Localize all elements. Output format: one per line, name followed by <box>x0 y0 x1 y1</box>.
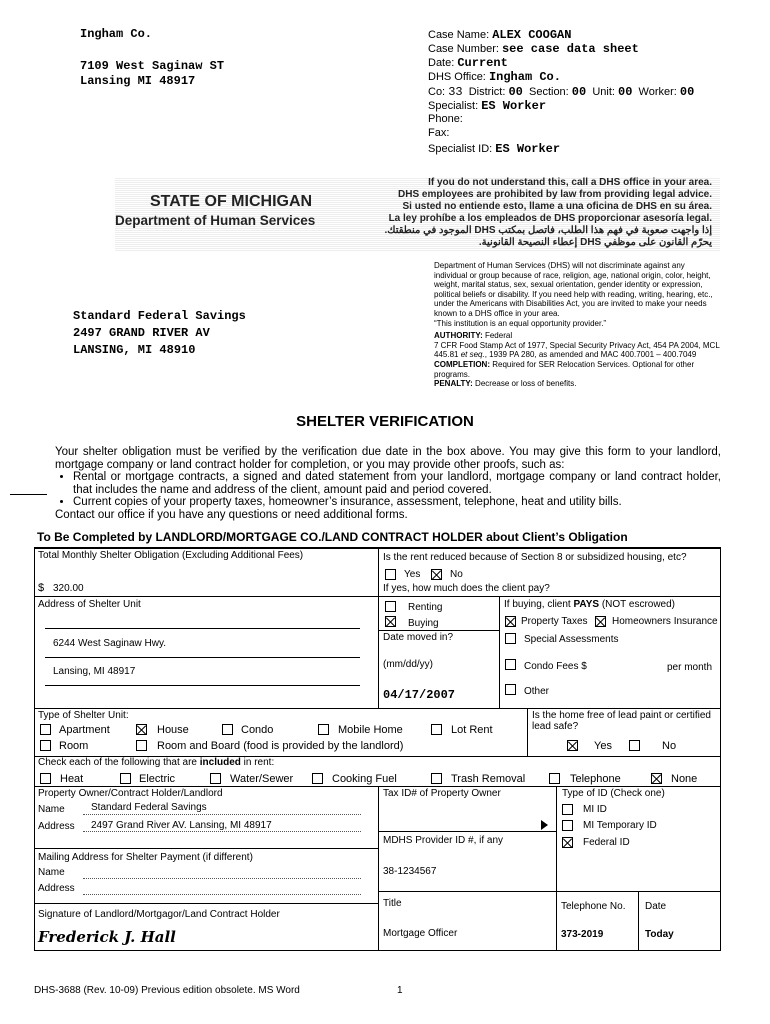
included-a: Check each of the following that are <box>38 757 200 768</box>
telephone-label: Telephone <box>570 773 621 785</box>
mailing-address-field-label: Address <box>38 883 75 894</box>
rent-reduced-yes-label: Yes <box>404 569 421 580</box>
mailing-address-line <box>83 894 361 895</box>
rent-reduced-yes-checkbox[interactable] <box>385 569 396 580</box>
arrow-pointer-icon <box>541 820 548 830</box>
banner-line-1: If you do not understand this, call a DHS office in your area. <box>428 177 712 188</box>
col-divider-2 <box>378 786 379 951</box>
banner-line-2: DHS employees are prohibited by law from providing legal advice. <box>398 189 712 200</box>
section-label: Section: <box>528 86 569 98</box>
title-value[interactable]: Mortgage Officer <box>383 928 458 939</box>
mobile-home-label: Mobile Home <box>338 724 403 736</box>
lead-yes-label: Yes <box>594 740 612 752</box>
authority-text-a: 7 CFR Food Stamp Act of 1977, Special Security Privacy Act, 454 PA 2004, MCL 445.81 <box>434 340 720 360</box>
instructions-paragraph: Your shelter obligation must be verified by the verification due date in the box above. You may give this form to your landlord, mortgage company or land contract holder for completion, or you may provide other proofs, such as: <box>55 446 721 471</box>
shelter-address-label: Address of Shelter Unit <box>38 599 141 610</box>
footer-page-number: 1 <box>397 985 403 996</box>
owner-address-label: Address <box>38 821 75 832</box>
trash-removal-checkbox[interactable] <box>431 773 442 784</box>
renting-label: Renting <box>408 602 443 613</box>
banner-line-3: Si usted no entiende esto, llame a una oficina de DHS en su área. <box>402 201 712 212</box>
banner-department: Department of Human Services <box>115 213 316 228</box>
property-taxes-label: Property Taxes <box>521 616 588 627</box>
legal-notice <box>434 261 720 389</box>
per-month-label: per month <box>667 662 713 673</box>
col-divider-3 <box>556 786 557 951</box>
owner-name-label: Name <box>38 804 65 815</box>
homeowners-insurance-label: Homeowners Insurance <box>612 616 718 627</box>
instructions <box>55 446 721 521</box>
equal-opportunity-text: “This institution is an equal opportunity provider.” <box>434 318 607 328</box>
mi-temporary-id-label: MI Temporary ID <box>583 820 657 831</box>
lead-no-checkbox[interactable] <box>629 740 640 751</box>
owner-name-line <box>83 814 361 815</box>
case-number-value: see case data sheet <box>501 42 639 56</box>
dhs-office-value: Ingham Co. <box>488 70 561 84</box>
room-checkbox[interactable] <box>40 740 51 751</box>
included-b: included <box>199 757 241 768</box>
banner-line-5: إذا واجهت صعوبة في فهم هذا الطلب، فاتصل بمكتب DHS الموجود في منطقتك. <box>384 225 712 236</box>
penalty-row <box>434 379 720 389</box>
case-date-value: Current <box>457 56 508 70</box>
row-divider-moved <box>378 630 499 631</box>
id-type-label: Type of ID (Check one) <box>562 788 665 799</box>
specialist-label: Specialist: <box>428 100 479 112</box>
lot-rent-label: Lot Rent <box>451 724 493 736</box>
buying-label: Buying <box>408 618 439 629</box>
rent-reduced-question: Is the rent reduced because of Section 8 or subsidized housing, etc? <box>383 552 687 563</box>
penalty-label: PENALTY: <box>434 379 473 389</box>
case-name-row <box>428 28 571 42</box>
buying-pays-label <box>504 599 675 610</box>
col-divider-pays <box>499 596 500 708</box>
dhs-banner <box>115 177 720 251</box>
footer-form-id: DHS-3688 (Rev. 10-09) Previous edition obsolete. MS Word <box>34 985 300 996</box>
landlord-street: 2497 GRAND RIVER AV <box>73 326 210 340</box>
specialist-value: ES Worker <box>481 99 547 113</box>
authority-text-em: et seq. <box>460 350 485 360</box>
lead-question: Is the home free of lead paint or certified lead safe? <box>532 710 711 732</box>
monthly-obligation-label: Total Monthly Shelter Obligation (Excluding Additional Fees) <box>38 550 304 561</box>
room-board-checkbox[interactable] <box>136 740 147 751</box>
owner-address-value[interactable]: 2497 Grand River AV. Lansing, MI 48917 <box>91 820 272 831</box>
case-name-value: ALEX COOGAN <box>492 28 572 42</box>
telephone-checkbox[interactable] <box>549 773 560 784</box>
authority-label: AUTHORITY: <box>434 331 483 341</box>
trash-removal-label: Trash Removal <box>451 773 526 785</box>
special-assessments-label: Special Assessments <box>524 634 619 645</box>
room-label: Room <box>59 740 89 752</box>
col-divider-date <box>638 891 639 951</box>
signature-label: Signature of Landlord/Mortgagor/Land Contract Holder <box>38 909 280 920</box>
client-pay-question: If yes, how much does the client pay? <box>383 583 550 594</box>
mdhs-provider-value[interactable]: 38-1234567 <box>383 866 437 877</box>
lot-rent-checkbox[interactable] <box>431 724 442 735</box>
shelter-address-city[interactable]: Lansing, MI 48917 <box>53 666 136 677</box>
case-date-row <box>428 56 508 70</box>
renting-checkbox[interactable] <box>385 601 396 612</box>
address-line-1 <box>45 628 360 629</box>
row-divider-title <box>378 891 721 892</box>
federal-id-checkbox[interactable] <box>562 837 573 848</box>
row-divider-monthly <box>34 596 378 597</box>
room-board-label: Room and Board (food is provided by the landlord) <box>157 740 404 752</box>
authority-row <box>434 331 720 341</box>
form-left-border <box>34 547 35 951</box>
authority-text-b: , 1939 PA 280, as amended and MAC 400.7001 – 400.7049 <box>484 350 697 360</box>
homeowners-insurance-checkbox[interactable] <box>595 616 606 627</box>
office-codes-row <box>428 85 694 99</box>
none-checkbox[interactable] <box>651 773 662 784</box>
date-moved-value[interactable]: 04/17/2007 <box>383 688 456 702</box>
specialist-row <box>428 99 546 113</box>
authority-value: Federal <box>484 331 513 341</box>
monthly-obligation-value[interactable]: 320.00 <box>53 583 84 594</box>
instructions-bullet-2: • Current copies of your property taxes, homeowner’s insurance, assessment, telephone, heat and utility bills. <box>73 496 721 509</box>
co-label: Co: <box>428 86 446 98</box>
co-value: 33 <box>448 85 463 99</box>
specialist-id-label: Specialist ID: <box>428 143 493 155</box>
case-number-row <box>428 42 639 56</box>
dhs-office-label: DHS Office: <box>428 71 486 83</box>
mdhs-provider-label: MDHS Provider ID #, if any <box>383 835 504 846</box>
rent-reduced-no-checkbox[interactable] <box>431 569 442 580</box>
date-format-hint: (mm/dd/yy) <box>383 659 433 670</box>
case-number-label: Case Number: <box>428 43 499 55</box>
property-taxes-checkbox[interactable] <box>505 616 516 627</box>
client-city: Lansing MI 48917 <box>80 74 196 88</box>
lead-yes-checkbox[interactable] <box>567 740 578 751</box>
section-value: 00 <box>571 85 587 99</box>
buying-pays-c: (NOT escrowed) <box>599 599 676 610</box>
shelter-address-street[interactable]: 6244 West Saginaw Hwy. <box>53 638 167 649</box>
completion-label: COMPLETION: <box>434 359 490 369</box>
district-label: District: <box>468 86 506 98</box>
other-checkbox[interactable] <box>505 684 516 695</box>
none-label: None <box>671 773 698 785</box>
telephone-no-value[interactable]: 373-2019 <box>561 929 604 940</box>
heat-checkbox[interactable] <box>40 773 51 784</box>
row-divider-mailing <box>34 848 378 849</box>
instructions-contact: Contact our office if you have any questions or need additional forms. <box>55 508 408 521</box>
col-divider-1 <box>378 547 379 708</box>
mi-id-label: MI ID <box>583 804 607 815</box>
instructions-bullet-1: • Rental or mortgage contracts, a signed and dated statement from your landlord, mortgage company or land contract holder, that includes the name and address of the client, amount paid and period covered. <box>73 471 721 496</box>
owner-name-value[interactable]: Standard Federal Savings <box>91 802 207 813</box>
nondiscrimination-text: Department of Human Services (DHS) will not discriminate against any individual or group because of race, religion, age, national origin, color, height, weight, marital status, sex, sexual orientation, gender identity or expression, political beliefs or disability. If you need help with reading, writing, hearing, etc., under the Americans with Disabilities Act, you are invited to make your needs known to a DHS office in your area. <box>434 261 713 318</box>
owner-label: Property Owner/Contract Holder/Landlord <box>38 788 223 799</box>
mailing-name-line <box>83 878 361 879</box>
section-heading: To Be Completed by LANDLORD/MORTGAGE CO./LAND CONTRACT HOLDER about Client’s Obligation <box>37 530 628 544</box>
banner-state-title: STATE OF MICHIGAN <box>150 193 313 210</box>
row-divider-type <box>34 708 721 709</box>
condo-fees-label: Condo Fees $ <box>524 661 587 672</box>
client-street: 7109 West Saginaw ST <box>80 59 225 73</box>
date-value[interactable]: Today <box>645 929 674 940</box>
specialist-id-value: ES Worker <box>495 142 561 156</box>
row-divider-signature <box>34 903 378 904</box>
penalty-text: Decrease or loss of benefits. <box>475 379 577 389</box>
authority-text <box>434 341 720 360</box>
apartment-label: Apartment <box>59 724 110 736</box>
banner-line-6: يحرّم القانون على موظفي DHS إعطاء النصيحة القانونية. <box>478 237 712 248</box>
buying-checkbox[interactable] <box>385 616 396 627</box>
apartment-checkbox[interactable] <box>40 724 51 735</box>
address-line-3 <box>45 685 360 686</box>
lead-no-label: No <box>662 740 677 752</box>
worker-value: 00 <box>679 85 695 99</box>
cooking-fuel-checkbox[interactable] <box>312 773 323 784</box>
electric-checkbox[interactable] <box>120 773 131 784</box>
tax-id-label: Tax ID# of Property Owner <box>383 788 501 799</box>
unit-value: 00 <box>618 85 633 99</box>
condo-fees-checkbox[interactable] <box>505 659 516 670</box>
row-divider-mdhs <box>378 831 556 832</box>
fax-label: Fax: <box>428 127 450 139</box>
mailing-name-label: Name <box>38 867 65 878</box>
house-label: House <box>157 724 189 736</box>
completion-row <box>434 360 720 379</box>
dhs-office-row <box>428 70 561 84</box>
other-label: Other <box>524 686 550 697</box>
shelter-type-label: Type of Shelter Unit: <box>38 710 129 721</box>
address-line-2 <box>45 657 360 658</box>
water-sewer-label: Water/Sewer <box>230 773 294 785</box>
specialist-id-row <box>428 142 560 156</box>
mi-id-checkbox[interactable] <box>562 804 573 815</box>
cooking-fuel-label: Cooking Fuel <box>332 773 397 785</box>
district-value: 00 <box>508 85 523 99</box>
house-checkbox[interactable] <box>136 724 147 735</box>
included-label <box>38 757 274 768</box>
buying-pays-a: If buying, client <box>504 599 574 610</box>
completion-text: Required for SER Relocation Services. Optional for other programs. <box>434 359 695 379</box>
condo-checkbox[interactable] <box>222 724 233 735</box>
mobile-home-checkbox[interactable] <box>318 724 329 735</box>
landlord-name: Standard Federal Savings <box>73 309 246 323</box>
rent-reduced-no-label: No <box>450 569 463 580</box>
water-sewer-checkbox[interactable] <box>210 773 221 784</box>
worker-label: Worker: <box>638 86 677 98</box>
buying-pays-b: PAYS <box>573 599 600 610</box>
form-title: SHELTER VERIFICATION <box>296 413 474 430</box>
banner-line-4: La ley prohíbe a los empleados de DHS proporcionar asesoría legal. <box>388 213 712 224</box>
mailing-address-label: Mailing Address for Shelter Payment (if different) <box>38 852 253 863</box>
monthly-dollar-sign: $ <box>38 582 45 594</box>
landlord-signature[interactable]: Frederick J. Hall <box>38 928 176 946</box>
landlord-city: LANSING, MI 48910 <box>73 343 196 357</box>
owner-address-line <box>83 831 361 832</box>
phone-label: Phone: <box>428 113 463 125</box>
included-c: in rent: <box>240 757 275 768</box>
margin-rule <box>10 494 47 495</box>
date-label: Date <box>645 901 667 912</box>
date-moved-label: Date moved in? <box>383 632 454 643</box>
case-date-label: Date: <box>428 57 455 69</box>
federal-id-label: Federal ID <box>583 837 630 848</box>
condo-label: Condo <box>241 724 274 736</box>
electric-label: Electric <box>139 773 176 785</box>
case-name-label: Case Name: <box>428 29 490 41</box>
heat-label: Heat <box>60 773 84 785</box>
col-divider-lead <box>527 708 528 756</box>
title-label: Title <box>383 898 402 909</box>
row-divider-rent <box>378 596 721 597</box>
mi-temporary-id-checkbox[interactable] <box>562 820 573 831</box>
special-assessments-checkbox[interactable] <box>505 633 516 644</box>
telephone-no-label: Telephone No. <box>561 901 626 912</box>
unit-label: Unit: <box>592 86 615 98</box>
client-county: Ingham Co. <box>80 27 153 41</box>
